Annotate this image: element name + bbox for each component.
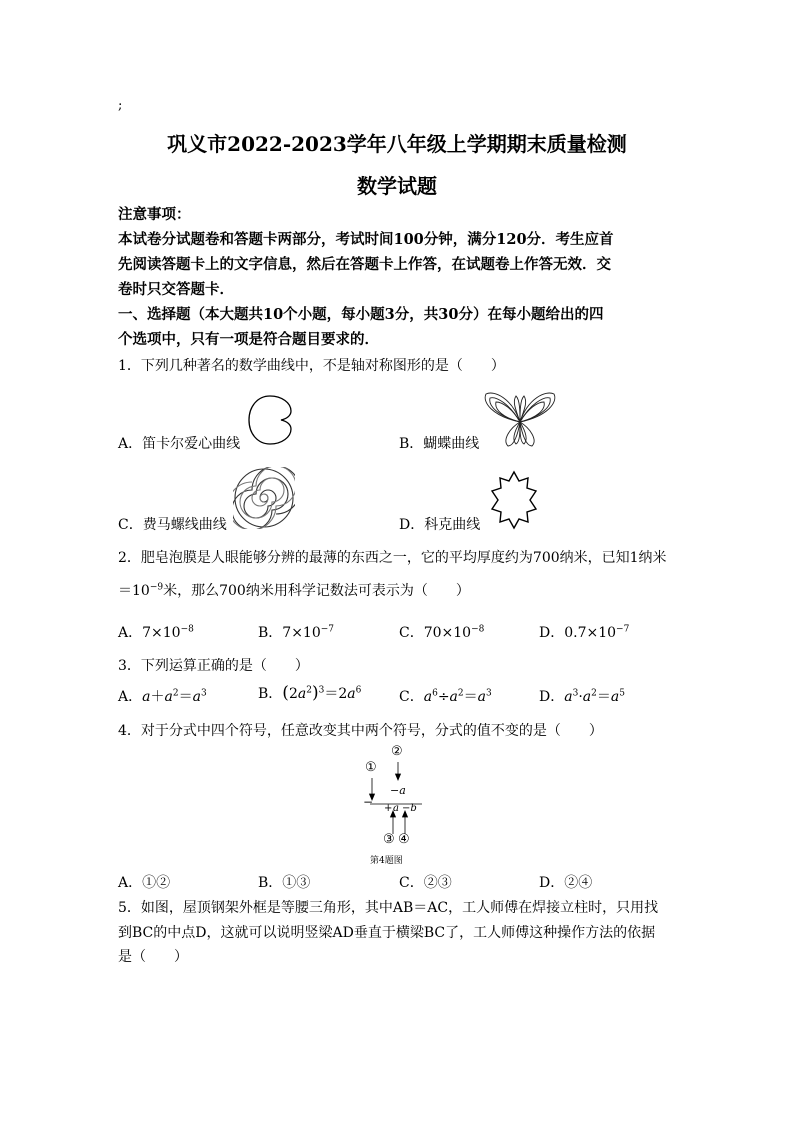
q2-option-d-exp: −7 — [616, 624, 630, 635]
q3-option-a: A．$a+a^2=a^3$ — [118, 688, 207, 705]
numerator: −a — [390, 784, 406, 797]
q4-option-d: D．②④ — [539, 875, 593, 891]
sign-1: − — [363, 795, 374, 809]
q3-option-c-label: C． — [399, 689, 424, 705]
marker-1: ① — [365, 760, 377, 775]
q3-option-d: D．$a^3\cdot a^2=a^5$ — [539, 688, 625, 705]
figure-caption: 第4题图 — [370, 856, 403, 866]
q4-figure — [360, 744, 432, 866]
stray-mark: ; — [118, 98, 123, 113]
q4-option-b: B．①③ — [258, 875, 311, 891]
q2-option-b-base: 7×10 — [282, 625, 321, 641]
q2-option-c-exp: −8 — [471, 624, 485, 635]
section-heading-line-1: 一、选择题（本大题共10个小题，每小题3分，共30分）在每小题给出的四 — [118, 306, 604, 323]
notice-line-3: 卷时只交答题卡． — [118, 281, 234, 298]
q5-line-2: 到BC的中点D，这就可以说明竖梁AD垂直于横梁BC了，工人师傅这种操作方法的依据 — [118, 925, 656, 941]
q2-option-a-exp: −8 — [180, 624, 194, 635]
q1-option-d: D．科克曲线 — [399, 517, 481, 533]
butterfly-curve-icon — [482, 388, 558, 450]
marker-3: ③ — [383, 832, 395, 847]
q2-option-a-label: A． — [118, 625, 143, 641]
q2-option-b — [258, 622, 334, 642]
marker-4: ④ — [398, 832, 410, 847]
exam-title: 巩义市2022-2023学年八年级上学期期末质量检测 — [167, 132, 627, 156]
section-heading-line-2: 个选项中，只有一项是符合题目要求的． — [118, 331, 379, 348]
notice-line-1: 本试卷分试题卷和答题卡两部分，考试时间100分钟，满分120分．考生应首 — [118, 231, 614, 248]
q3-option-c: C．$a^6\div a^2=a^3$ — [399, 688, 492, 705]
q1-option-c: C．费马螺线曲线 — [118, 517, 227, 533]
q2-option-b-exp: −7 — [320, 624, 335, 635]
q3-stem: 3．下列运算正确的是（ ） — [118, 658, 309, 674]
notice-heading: 注意事项： — [118, 206, 191, 223]
q5-line-1: 5．如图，屋顶钢架外框是等腰三角形，其中AB＝AC，工人师傅在焊接立柱时，只用找 — [118, 900, 659, 916]
q2-option-c — [399, 622, 484, 642]
q4-option-c: C．②③ — [399, 875, 452, 891]
koch-snowflake-icon — [486, 470, 542, 530]
q2-option-b-label: B． — [258, 625, 283, 641]
q2-option-d-label: D． — [539, 625, 565, 641]
q2-option-d — [539, 622, 629, 642]
q2-option-a — [118, 622, 194, 642]
q1-option-b: B．蝴蝶曲线 — [399, 436, 480, 452]
q3-option-b-label: B． — [258, 686, 283, 702]
q2-option-c-base: 70×10 — [423, 625, 472, 641]
denominator-rest: −b — [402, 803, 417, 814]
q4-stem: 4．对于分式中四个符号，任意改变其中两个符号，分式的值不变的是（ ） — [118, 723, 603, 739]
exam-subtitle: 数学试题 — [357, 174, 437, 198]
q2-line-2-pre: ＝10 — [118, 583, 150, 599]
q3-option-d-label: D． — [539, 689, 565, 705]
q3-option-a-label: A． — [118, 689, 143, 705]
q2-option-c-label: C． — [399, 625, 424, 641]
notice-line-2: 先阅读答题卡上的文字信息，然后在答题卡上作答，在试题卷上作答无效．交 — [118, 256, 611, 273]
marker-2: ② — [391, 744, 403, 759]
q2-line-2-exp: −9 — [149, 582, 164, 593]
q2-line-2 — [118, 580, 470, 600]
fermat-spiral-icon — [233, 467, 295, 529]
cardioid-icon — [246, 393, 294, 447]
q2-option-a-base: 7×10 — [142, 625, 181, 641]
q1-stem: 1．下列几种著名的数学曲线中，不是轴对称图形的是（ ） — [118, 358, 505, 374]
denominator-a: a — [393, 803, 399, 814]
q2-line-2-post: 米，那么700纳米用科学记数法可表示为（ ） — [163, 583, 470, 599]
q2-option-d-base: 0.7×10 — [564, 625, 617, 641]
q2-line-1: 2．肥皂泡膜是人眼能够分辨的最薄的东西之一，它的平均厚度约为700纳米，已知1纳米 — [118, 550, 667, 566]
q3-option-b: B．$(2a^2)^3=2a^6$ — [258, 683, 362, 703]
denominator-sign: + — [384, 803, 393, 814]
q5-line-3: 是（ ） — [118, 949, 188, 965]
q4-option-a: A．①② — [118, 875, 171, 891]
q1-option-a: A．笛卡尔爱心曲线 — [118, 436, 241, 452]
